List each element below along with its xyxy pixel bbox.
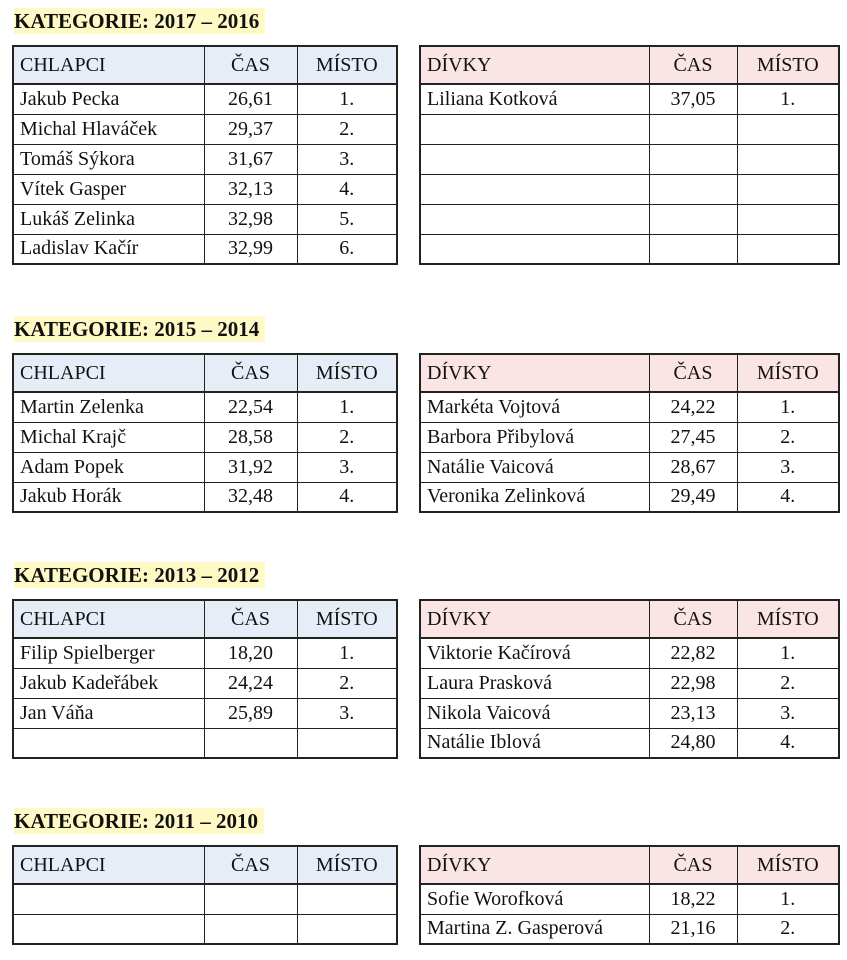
time-cell [204, 914, 297, 944]
place-cell: 1. [737, 884, 839, 914]
place-cell: 2. [737, 914, 839, 944]
time-cell: 32,99 [204, 234, 297, 264]
name-cell [420, 234, 649, 264]
category-title: KATEGORIE: 2013 – 2012 [14, 562, 265, 588]
place-cell: 3. [297, 144, 397, 174]
boys-table [12, 353, 398, 513]
table-row [420, 84, 839, 114]
category-title: KATEGORIE: 2015 – 2014 [14, 316, 265, 342]
place-cell [737, 234, 839, 264]
table-row [420, 884, 839, 914]
place-cell [737, 144, 839, 174]
name-cell [420, 204, 649, 234]
place-cell: 1. [297, 392, 397, 422]
name-cell: Michal Krajč [13, 422, 204, 452]
time-header: ČAS [204, 846, 297, 884]
table-header-row [13, 600, 397, 638]
table-row [13, 638, 397, 668]
place-cell: 3. [297, 452, 397, 482]
table-row [420, 728, 839, 758]
name-cell: Filip Spielberger [13, 638, 204, 668]
time-header: ČAS [649, 46, 737, 84]
place-header: MÍSTO [737, 600, 839, 638]
time-cell [649, 204, 737, 234]
boys-header: CHLAPCI [13, 46, 204, 84]
name-cell [420, 114, 649, 144]
time-cell: 32,13 [204, 174, 297, 204]
table-row [420, 234, 839, 264]
place-cell: 1. [737, 84, 839, 114]
place-cell: 4. [297, 482, 397, 512]
time-cell [204, 884, 297, 914]
place-header: MÍSTO [297, 846, 397, 884]
time-cell [649, 234, 737, 264]
table-row [13, 698, 397, 728]
name-cell: Jakub Pecka [13, 84, 204, 114]
place-cell: 3. [737, 698, 839, 728]
place-cell: 1. [297, 638, 397, 668]
girls-header: DÍVKY [420, 354, 649, 392]
table-row [13, 144, 397, 174]
name-cell: Jakub Kadeřábek [13, 668, 204, 698]
place-cell [297, 884, 397, 914]
time-cell: 31,92 [204, 452, 297, 482]
table-header-row [13, 354, 397, 392]
time-cell: 22,82 [649, 638, 737, 668]
time-cell: 26,61 [204, 84, 297, 114]
place-cell: 2. [297, 668, 397, 698]
place-header: MÍSTO [737, 46, 839, 84]
name-cell: Markéta Vojtová [420, 392, 649, 422]
place-cell [297, 728, 397, 758]
boys-header: CHLAPCI [13, 846, 204, 884]
place-cell: 4. [297, 174, 397, 204]
girls-table [419, 599, 840, 759]
name-cell: Adam Popek [13, 452, 204, 482]
table-row [420, 914, 839, 944]
time-cell: 23,13 [649, 698, 737, 728]
table-row [420, 144, 839, 174]
table-row [420, 174, 839, 204]
name-cell: Natálie Iblová [420, 728, 649, 758]
table-row [13, 114, 397, 144]
name-cell: Natálie Vaicová [420, 452, 649, 482]
table-header-row [420, 846, 839, 884]
time-cell: 27,45 [649, 422, 737, 452]
place-cell: 3. [737, 452, 839, 482]
place-cell: 5. [297, 204, 397, 234]
name-cell [13, 914, 204, 944]
girls-header: DÍVKY [420, 46, 649, 84]
name-cell [420, 144, 649, 174]
name-cell: Liliana Kotková [420, 84, 649, 114]
table-row [13, 914, 397, 944]
table-row [13, 84, 397, 114]
time-cell [649, 174, 737, 204]
time-cell: 29,49 [649, 482, 737, 512]
time-header: ČAS [649, 846, 737, 884]
place-cell [737, 174, 839, 204]
table-row [420, 668, 839, 698]
girls-table [419, 353, 840, 513]
boys-table [12, 45, 398, 265]
name-cell: Tomáš Sýkora [13, 144, 204, 174]
time-header: ČAS [649, 354, 737, 392]
time-header: ČAS [649, 600, 737, 638]
time-cell: 22,98 [649, 668, 737, 698]
boys-table [12, 845, 398, 945]
time-cell: 32,98 [204, 204, 297, 234]
name-cell: Barbora Přibylová [420, 422, 649, 452]
place-cell [297, 914, 397, 944]
category-title: KATEGORIE: 2017 – 2016 [14, 8, 265, 34]
category-title: KATEGORIE: 2011 – 2010 [14, 808, 264, 834]
table-row [13, 884, 397, 914]
table-row [420, 422, 839, 452]
time-cell [204, 728, 297, 758]
table-row [13, 452, 397, 482]
place-cell: 4. [737, 728, 839, 758]
table-row [420, 392, 839, 422]
place-header: MÍSTO [297, 354, 397, 392]
name-cell [420, 174, 649, 204]
table-header-row [420, 600, 839, 638]
place-header: MÍSTO [737, 354, 839, 392]
place-cell: 2. [297, 114, 397, 144]
boys-header: CHLAPCI [13, 354, 204, 392]
time-cell: 31,67 [204, 144, 297, 174]
name-cell: Viktorie Kačírová [420, 638, 649, 668]
place-cell [737, 204, 839, 234]
time-cell [649, 114, 737, 144]
place-cell: 3. [297, 698, 397, 728]
name-cell: Laura Prasková [420, 668, 649, 698]
girls-table [419, 845, 840, 945]
girls-header: DÍVKY [420, 846, 649, 884]
name-cell: Veronika Zelinková [420, 482, 649, 512]
table-row [420, 482, 839, 512]
name-cell: Ladislav Kačír [13, 234, 204, 264]
time-header: ČAS [204, 600, 297, 638]
table-row [420, 452, 839, 482]
place-header: MÍSTO [737, 846, 839, 884]
name-cell: Vítek Gasper [13, 174, 204, 204]
girls-header: DÍVKY [420, 600, 649, 638]
name-cell: Nikola Vaicová [420, 698, 649, 728]
name-cell: Michal Hlaváček [13, 114, 204, 144]
name-cell: Jakub Horák [13, 482, 204, 512]
place-cell: 4. [737, 482, 839, 512]
time-cell: 25,89 [204, 698, 297, 728]
table-row [13, 234, 397, 264]
time-cell: 18,20 [204, 638, 297, 668]
name-cell: Sofie Worofková [420, 884, 649, 914]
time-cell: 22,54 [204, 392, 297, 422]
name-cell [13, 728, 204, 758]
place-cell: 6. [297, 234, 397, 264]
place-cell: 2. [737, 668, 839, 698]
table-row [420, 114, 839, 144]
time-cell: 28,58 [204, 422, 297, 452]
name-cell: Jan Váňa [13, 698, 204, 728]
place-cell [737, 114, 839, 144]
name-cell [13, 884, 204, 914]
boys-table [12, 599, 398, 759]
table-row [13, 392, 397, 422]
time-header: ČAS [204, 46, 297, 84]
place-cell: 2. [297, 422, 397, 452]
time-cell: 29,37 [204, 114, 297, 144]
table-row [13, 422, 397, 452]
table-row [420, 204, 839, 234]
place-cell: 1. [737, 392, 839, 422]
table-header-row [13, 46, 397, 84]
time-header: ČAS [204, 354, 297, 392]
place-header: MÍSTO [297, 46, 397, 84]
place-header: MÍSTO [297, 600, 397, 638]
time-cell: 37,05 [649, 84, 737, 114]
place-cell: 1. [297, 84, 397, 114]
boys-header: CHLAPCI [13, 600, 204, 638]
name-cell: Martin Zelenka [13, 392, 204, 422]
table-row [13, 204, 397, 234]
time-cell: 21,16 [649, 914, 737, 944]
table-row [13, 482, 397, 512]
girls-table [419, 45, 840, 265]
table-header-row [13, 846, 397, 884]
table-row [13, 174, 397, 204]
table-row [420, 698, 839, 728]
time-cell: 28,67 [649, 452, 737, 482]
table-row [13, 728, 397, 758]
time-cell: 24,22 [649, 392, 737, 422]
time-cell: 24,80 [649, 728, 737, 758]
table-header-row [420, 46, 839, 84]
name-cell: Martina Z. Gasperová [420, 914, 649, 944]
place-cell: 2. [737, 422, 839, 452]
table-row [420, 638, 839, 668]
time-cell [649, 144, 737, 174]
table-row [13, 668, 397, 698]
table-header-row [420, 354, 839, 392]
time-cell: 18,22 [649, 884, 737, 914]
place-cell: 1. [737, 638, 839, 668]
name-cell: Lukáš Zelinka [13, 204, 204, 234]
time-cell: 32,48 [204, 482, 297, 512]
time-cell: 24,24 [204, 668, 297, 698]
